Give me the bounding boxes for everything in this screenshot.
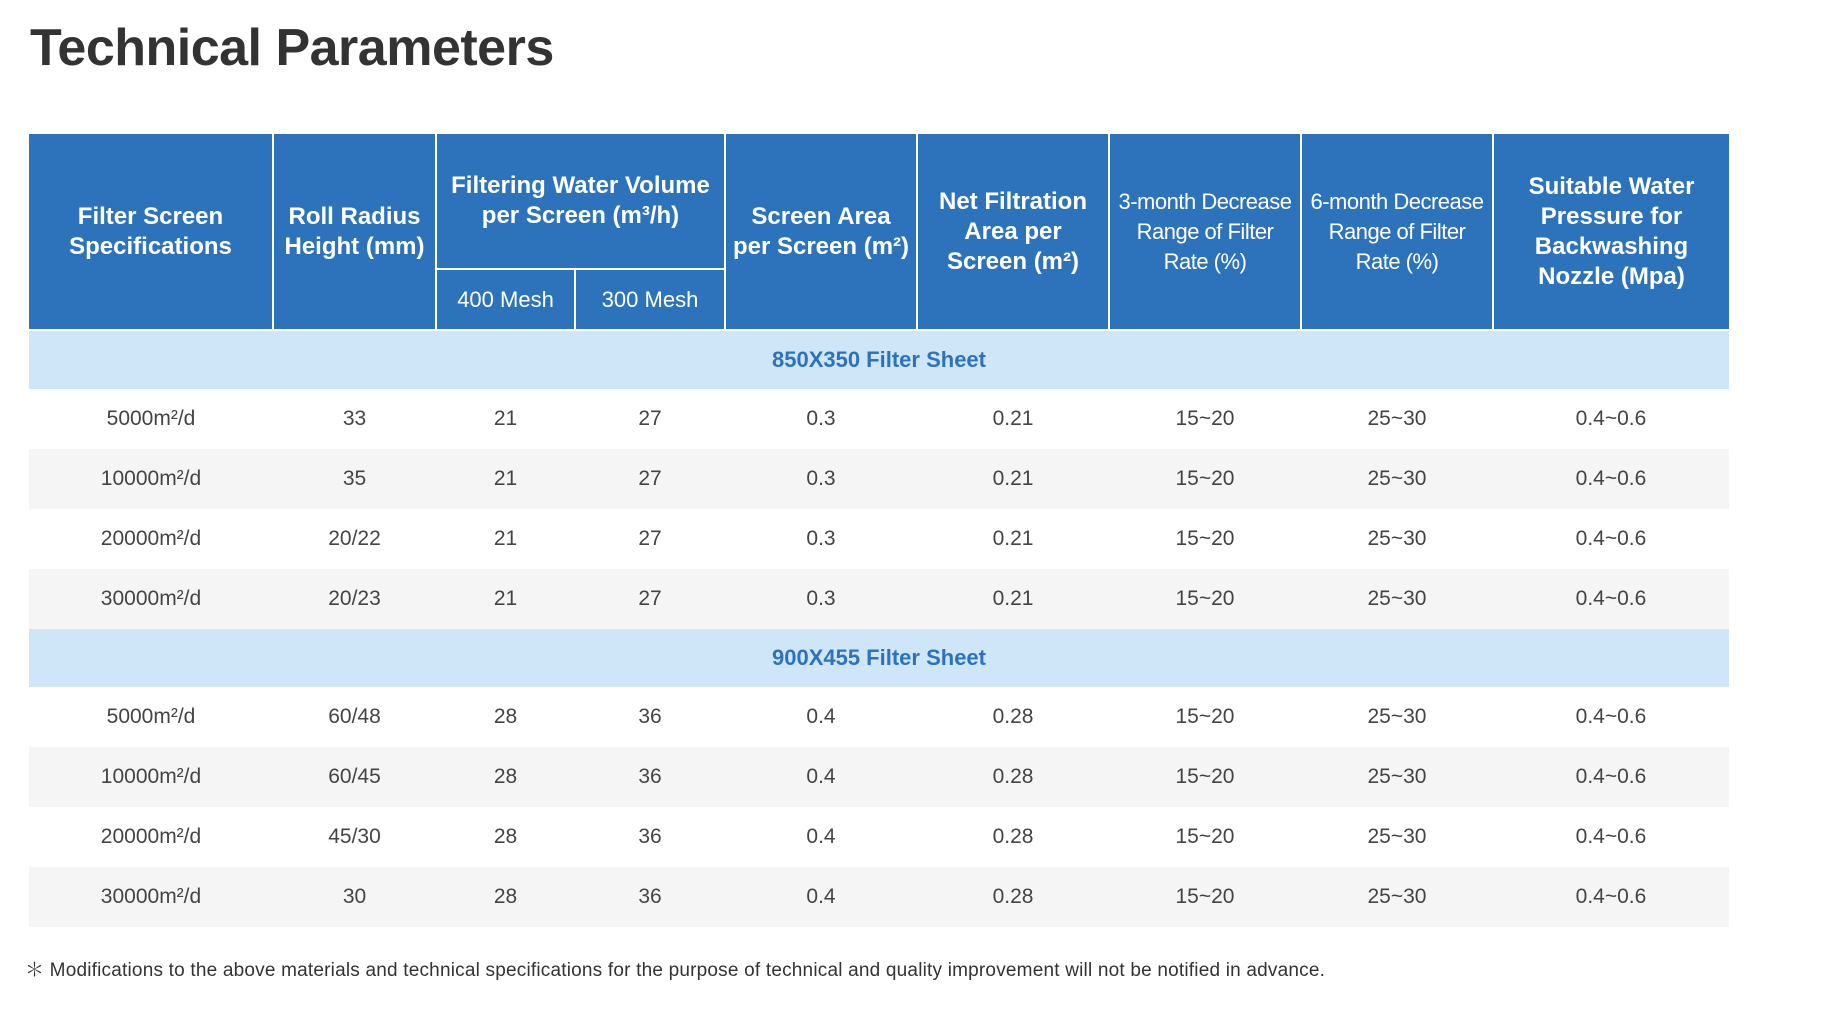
cell-net-area: 0.28 [917, 687, 1109, 747]
cell-screen-area: 0.3 [725, 449, 917, 509]
cell-spec: 30000m²/d [29, 867, 273, 927]
cell-net-area: 0.28 [917, 867, 1109, 927]
cell-spec: 20000m²/d [29, 807, 273, 867]
cell-decrease-6-month: 25~30 [1301, 509, 1493, 569]
cell-screen-area: 0.4 [725, 747, 917, 807]
cell-screen-area: 0.3 [725, 389, 917, 449]
cell-mesh-300: 27 [575, 389, 725, 449]
group-label: 900X455 Filter Sheet [29, 629, 1729, 687]
header-roll-radius: Roll Radius Height (mm) [273, 134, 436, 330]
cell-net-area: 0.28 [917, 807, 1109, 867]
cell-mesh-400: 28 [436, 867, 575, 927]
cell-screen-area: 0.3 [725, 569, 917, 629]
header-decrease-3-month-label: 3-month Decrease Range of Filter Rate (%) [1118, 188, 1292, 274]
cell-decrease-3-month: 15~20 [1109, 687, 1301, 747]
page-title: Technical Parameters [30, 19, 554, 77]
cell-decrease-3-month: 15~20 [1109, 449, 1301, 509]
table-row [29, 389, 1729, 449]
cell-net-area: 0.28 [917, 747, 1109, 807]
cell-spec: 10000m²/d [29, 449, 273, 509]
cell-mesh-400: 28 [436, 747, 575, 807]
cell-roll-radius: 35 [273, 449, 436, 509]
table-row [29, 747, 1729, 807]
header-screen-area: Screen Area per Screen (m²) [725, 134, 917, 330]
cell-decrease-3-month: 15~20 [1109, 389, 1301, 449]
cell-mesh-300: 27 [575, 569, 725, 629]
cell-decrease-6-month: 25~30 [1301, 747, 1493, 807]
cell-mesh-300: 36 [575, 747, 725, 807]
cell-roll-radius: 60/48 [273, 687, 436, 747]
table-row [29, 867, 1729, 927]
table-body [29, 330, 1729, 927]
cell-water-pressure: 0.4~0.6 [1493, 389, 1729, 449]
table-row [29, 509, 1729, 569]
cell-decrease-6-month: 25~30 [1301, 807, 1493, 867]
cell-decrease-3-month: 15~20 [1109, 569, 1301, 629]
cell-decrease-6-month: 25~30 [1301, 389, 1493, 449]
cell-screen-area: 0.4 [725, 687, 917, 747]
cell-decrease-3-month: 15~20 [1109, 807, 1301, 867]
cell-mesh-400: 21 [436, 509, 575, 569]
group-row [29, 629, 1729, 687]
cell-spec: 5000m²/d [29, 687, 273, 747]
group-row [29, 330, 1729, 389]
cell-decrease-3-month: 15~20 [1109, 509, 1301, 569]
cell-mesh-400: 28 [436, 807, 575, 867]
cell-water-pressure: 0.4~0.6 [1493, 807, 1729, 867]
cell-water-pressure: 0.4~0.6 [1493, 569, 1729, 629]
cell-decrease-3-month: 15~20 [1109, 747, 1301, 807]
cell-screen-area: 0.4 [725, 867, 917, 927]
header-volume: Filtering Water Volume per Screen (m³/h) [436, 134, 725, 269]
cell-roll-radius: 45/30 [273, 807, 436, 867]
cell-roll-radius: 60/45 [273, 747, 436, 807]
cell-decrease-6-month: 25~30 [1301, 687, 1493, 747]
cell-mesh-300: 36 [575, 867, 725, 927]
cell-net-area: 0.21 [917, 389, 1109, 449]
cell-decrease-6-month: 25~30 [1301, 449, 1493, 509]
cell-decrease-6-month: 25~30 [1301, 867, 1493, 927]
cell-mesh-300: 27 [575, 449, 725, 509]
header-mesh-400: 400 Mesh [436, 269, 575, 330]
header-decrease-6-month-label: 6-month Decrease Range of Filter Rate (%) [1310, 188, 1484, 274]
cell-mesh-300: 27 [575, 509, 725, 569]
cell-decrease-6-month: 25~30 [1301, 569, 1493, 629]
cell-mesh-300: 36 [575, 807, 725, 867]
cell-mesh-300: 36 [575, 687, 725, 747]
cell-roll-radius: 20/22 [273, 509, 436, 569]
header-mesh-300: 300 Mesh [575, 269, 725, 330]
group-label: 850X350 Filter Sheet [29, 330, 1729, 389]
cell-spec: 20000m²/d [29, 509, 273, 569]
cell-water-pressure: 0.4~0.6 [1493, 687, 1729, 747]
cell-mesh-400: 28 [436, 687, 575, 747]
header-spec: Filter Screen Specifications [29, 134, 273, 330]
cell-net-area: 0.21 [917, 449, 1109, 509]
table-row [29, 449, 1729, 509]
header-net-area: Net Filtration Area per Screen (m²) [917, 134, 1109, 330]
cell-decrease-3-month: 15~20 [1109, 867, 1301, 927]
cell-screen-area: 0.3 [725, 509, 917, 569]
cell-mesh-400: 21 [436, 569, 575, 629]
cell-roll-radius: 20/23 [273, 569, 436, 629]
cell-net-area: 0.21 [917, 509, 1109, 569]
cell-water-pressure: 0.4~0.6 [1493, 449, 1729, 509]
cell-mesh-400: 21 [436, 449, 575, 509]
cell-spec: 30000m²/d [29, 569, 273, 629]
cell-roll-radius: 33 [273, 389, 436, 449]
header-decrease-6-month [1301, 134, 1493, 330]
header-water-pressure: Suitable Water Pressure for Backwashing Nozzle (Mpa) [1493, 134, 1729, 330]
cell-net-area: 0.21 [917, 569, 1109, 629]
cell-spec: 10000m²/d [29, 747, 273, 807]
cell-spec: 5000m²/d [29, 389, 273, 449]
table-row [29, 687, 1729, 747]
spec-table [29, 134, 1729, 927]
cell-mesh-400: 21 [436, 389, 575, 449]
cell-roll-radius: 30 [273, 867, 436, 927]
footnote: ＊ Modifications to the above materials and technical specifications for the purpose of technical and quality improvement will not be notified in advance. [25, 960, 1326, 981]
header-decrease-3-month [1109, 134, 1301, 330]
table-row [29, 569, 1729, 629]
cell-water-pressure: 0.4~0.6 [1493, 509, 1729, 569]
cell-water-pressure: 0.4~0.6 [1493, 747, 1729, 807]
cell-screen-area: 0.4 [725, 807, 917, 867]
table-row [29, 807, 1729, 867]
cell-water-pressure: 0.4~0.6 [1493, 867, 1729, 927]
